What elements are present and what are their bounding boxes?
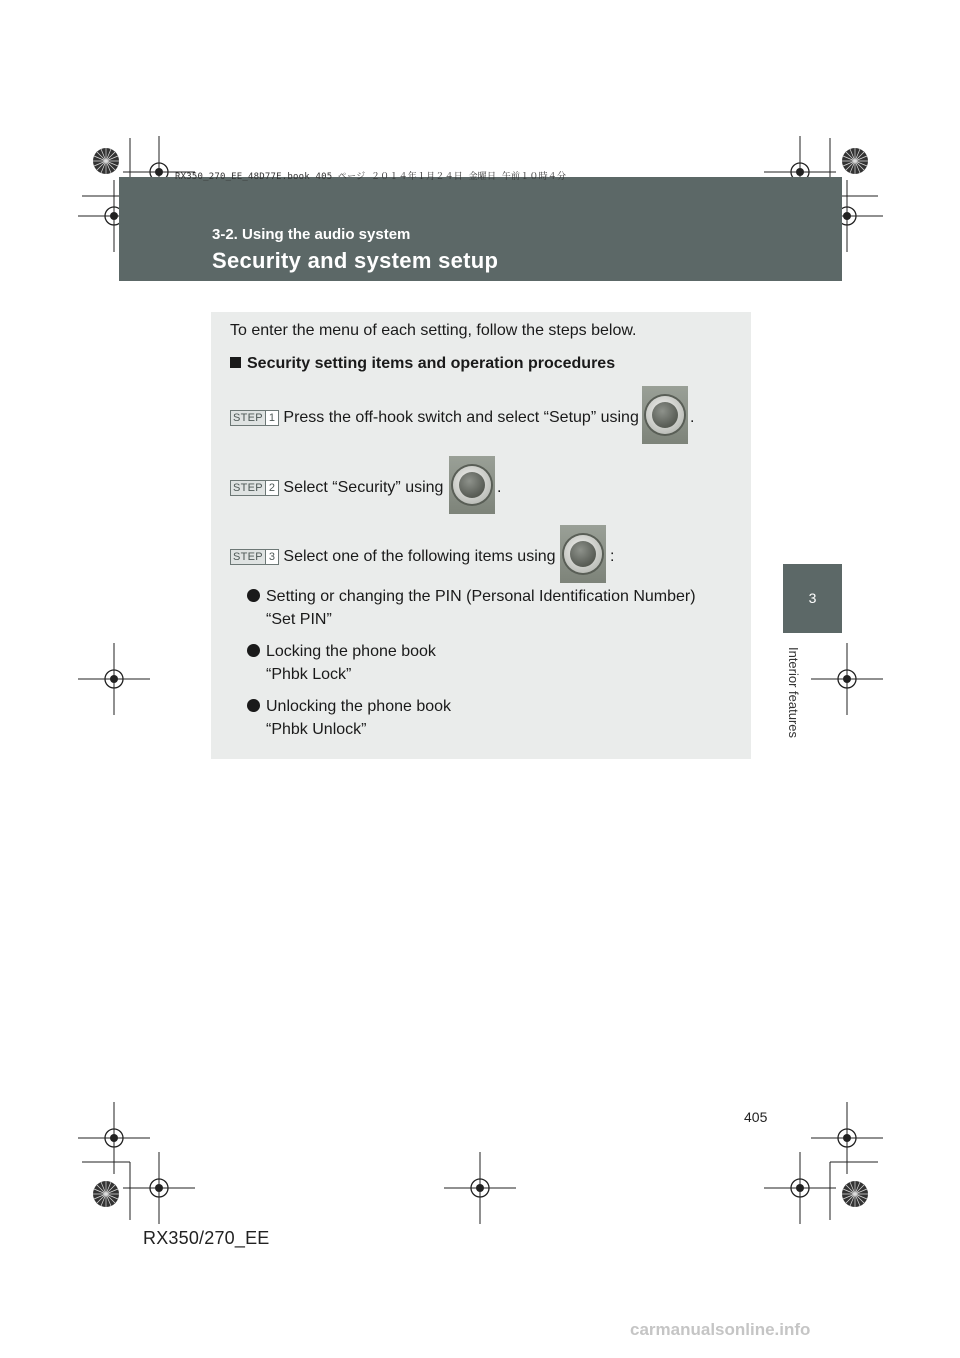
square-bullet-icon [230, 357, 241, 368]
crosshair-icon [78, 643, 150, 715]
list-item-value: “Set PIN” [266, 611, 332, 628]
step-badge: STEP 1 [230, 410, 279, 426]
controller-knob-icon [642, 386, 688, 444]
crosshair-icon [444, 1152, 516, 1224]
list-item-value: “Phbk Lock” [266, 666, 352, 683]
watermark: carmanualsonline.info [630, 1320, 811, 1339]
content-box [211, 312, 751, 759]
starburst-icon [93, 1181, 119, 1207]
step-1-punct: . [690, 409, 695, 426]
bullet-icon [247, 589, 260, 602]
step-badge: STEP 3 [230, 549, 279, 565]
chapter-number: 3 [808, 590, 817, 606]
model-code: RX350/270_EE [143, 1228, 270, 1248]
crosshair-icon [123, 1152, 195, 1224]
list-item: Unlocking the phone book [247, 698, 451, 716]
list-item: Locking the phone book [247, 643, 436, 661]
crosshair-icon [78, 1102, 150, 1174]
step-2-punct: . [497, 479, 502, 496]
print-info-line: RX350_270_EE_48D77E.book 405 ページ ２０１４年１月２４日 金曜日 午前１０時４分 [175, 172, 567, 182]
starburst-icon [93, 148, 119, 174]
section-heading: Security setting items and operation procedures [230, 355, 615, 373]
crosshair-icon [764, 1152, 836, 1224]
section-label: 3-2. Using the audio system [212, 226, 411, 243]
step-3: STEP 3 Select one of the following items using [230, 548, 556, 566]
chapter-side-label: Interior features [786, 646, 802, 738]
step-1: STEP 1 Press the off-hook switch and select “Setup” using [230, 409, 639, 427]
controller-knob-icon [449, 456, 495, 514]
page-number: 405 [744, 1109, 768, 1125]
list-item: Setting or changing the PIN (Personal Identification Number) [247, 588, 696, 606]
bullet-icon [247, 644, 260, 657]
page-title: Security and system setup [212, 248, 499, 273]
bullet-icon [247, 699, 260, 712]
starburst-icon [842, 148, 868, 174]
crosshair-icon [811, 1102, 883, 1174]
chapter-tab[interactable] [783, 564, 842, 633]
step-2: STEP 2 Select “Security” using [230, 479, 443, 497]
starburst-icon [842, 1181, 868, 1207]
intro-text: To enter the menu of each setting, follow the steps below. [230, 322, 637, 339]
controller-knob-icon [560, 525, 606, 583]
list-item-value: “Phbk Unlock” [266, 721, 367, 738]
step-3-punct: : [610, 548, 615, 565]
step-badge: STEP 2 [230, 480, 279, 496]
